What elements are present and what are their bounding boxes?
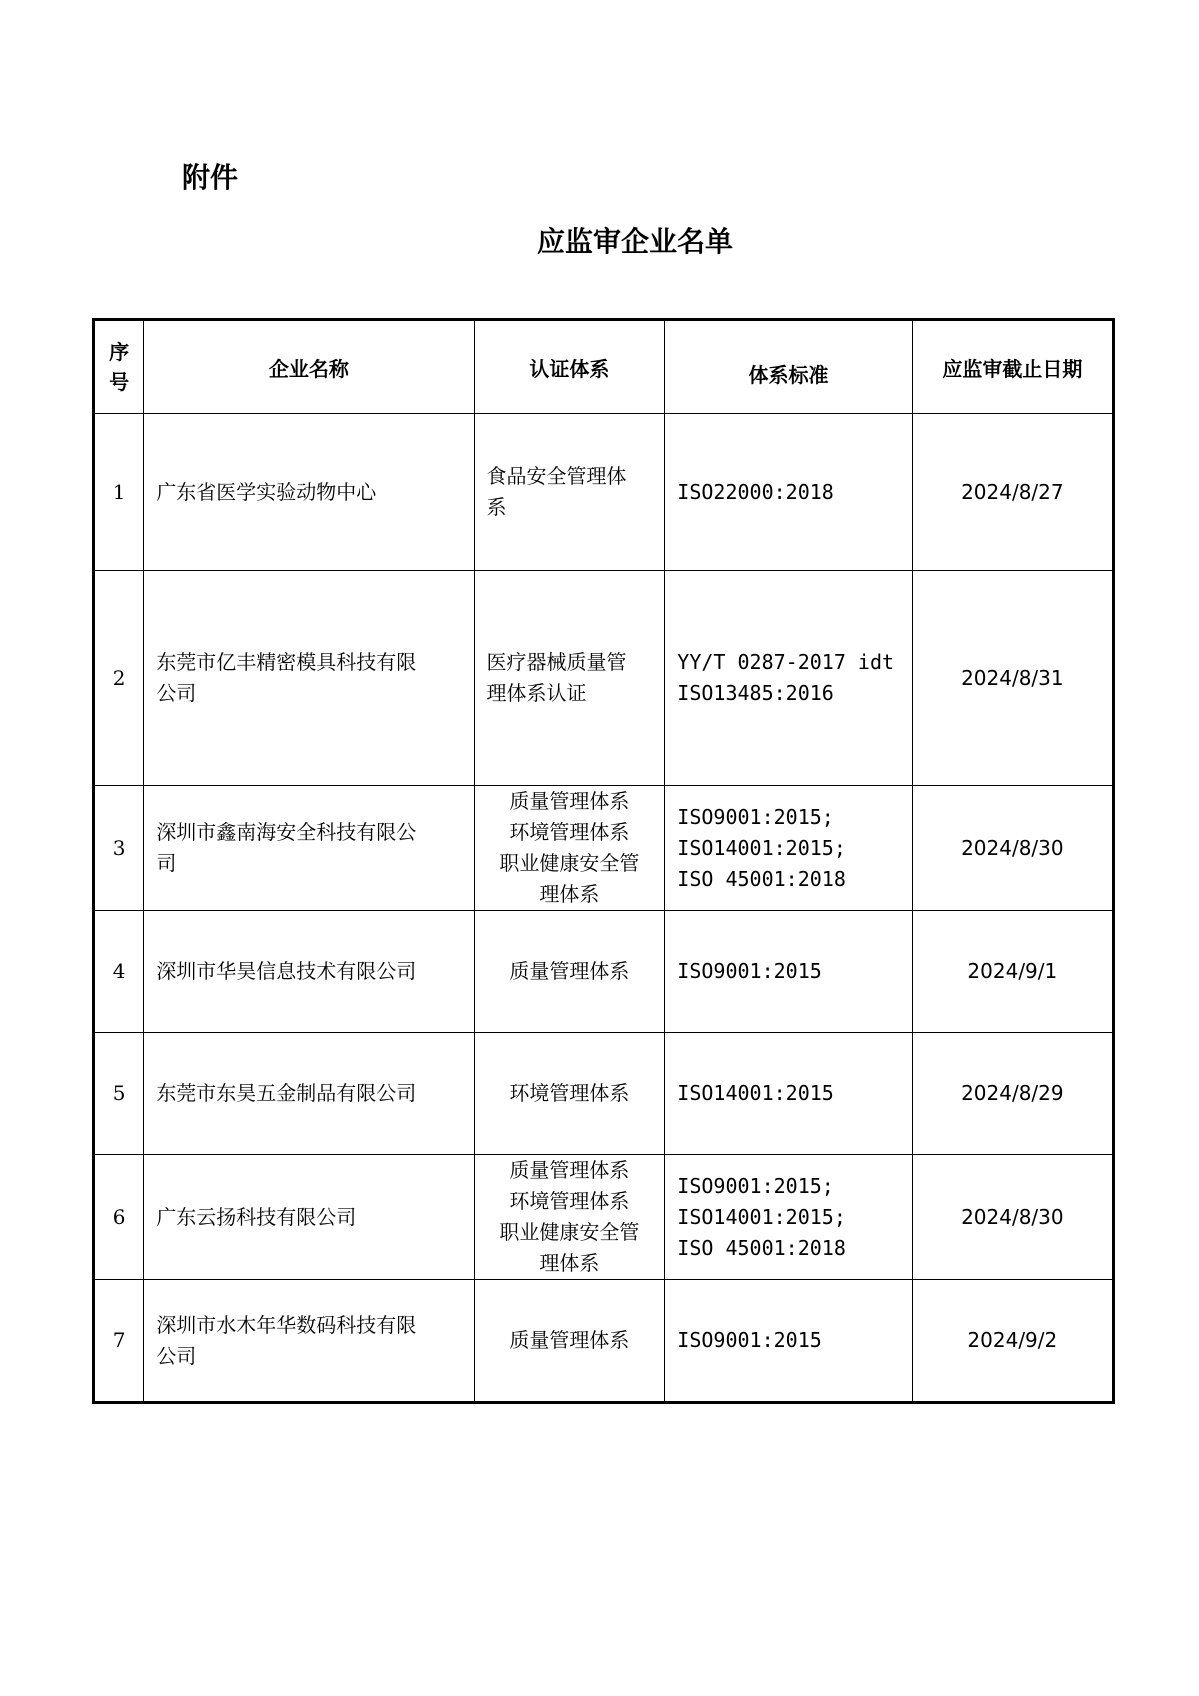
row-deadline: 2024/8/30 [912, 786, 1113, 911]
row-standard [665, 1280, 912, 1403]
row-company [144, 911, 474, 1033]
cert-line: 环境管理体系 [509, 820, 630, 844]
cert-line: 理体系 [539, 1251, 600, 1275]
row-cert-system [474, 1155, 665, 1280]
standard-line: YY/T 0287-2017 idt [677, 650, 895, 674]
row-seq: 2 [94, 571, 144, 786]
company-line: 公司 [156, 681, 197, 705]
row-deadline: 2024/8/31 [912, 571, 1113, 786]
standard-line: ISO9001:2015 [677, 1328, 822, 1352]
table-row [94, 414, 1114, 571]
cert-line: 食品安全管理体 [486, 464, 627, 488]
company-roster-table [92, 318, 1115, 1404]
row-deadline: 2024/8/30 [912, 1155, 1113, 1280]
company-line: 东莞市东昊五金制品有限公司 [156, 1081, 417, 1105]
cert-line: 质量管理体系 [509, 1328, 630, 1352]
standard-line: ISO13485:2016 [677, 681, 834, 705]
row-cert-system [474, 571, 665, 786]
company-line: 广东省医学实验动物中心 [156, 479, 377, 504]
header-seq-line-2: 号 [109, 370, 130, 394]
cert-line: 职业健康安全管 [499, 1220, 640, 1244]
standard-line: ISO9001:2015; [677, 1173, 834, 1198]
row-cert-system [474, 786, 665, 911]
row-standard [665, 1033, 912, 1155]
cert-line: 医疗器械质量管 [486, 650, 627, 674]
table-row [94, 571, 1114, 786]
cert-line: 理体系认证 [486, 681, 587, 705]
standard-line: ISO14001:2015; [677, 835, 846, 860]
row-company [144, 1280, 474, 1403]
row-cert-system [474, 1280, 665, 1403]
row-deadline: 2024/9/1 [912, 911, 1113, 1033]
row-company [144, 786, 474, 911]
table-row [94, 786, 1114, 911]
row-seq: 5 [94, 1033, 144, 1155]
standard-line: ISO22000:2018 [677, 479, 834, 504]
table-row [94, 1155, 1114, 1280]
document-title: 应监审企业名单 [536, 225, 733, 258]
row-deadline: 2024/9/2 [912, 1280, 1113, 1403]
company-line: 东莞市亿丰精密模具科技有限 [156, 650, 417, 674]
header-deadline: 应监审截止日期 [912, 320, 1113, 414]
company-line: 深圳市华昊信息技术有限公司 [156, 959, 417, 983]
row-standard [665, 571, 912, 786]
row-seq: 3 [94, 786, 144, 911]
row-company [144, 1155, 474, 1280]
standard-line: ISO 45001:2018 [677, 1235, 846, 1260]
header-cert-system: 认证体系 [474, 320, 665, 414]
table-row [94, 1280, 1114, 1403]
standard-line: ISO14001:2015; [677, 1204, 846, 1229]
row-company [144, 414, 474, 571]
attachment-label: 附件 [182, 161, 239, 194]
cert-line: 质量管理体系 [509, 789, 630, 813]
company-line: 广东云扬科技有限公司 [156, 1204, 357, 1229]
row-company [144, 1033, 474, 1155]
row-cert-system [474, 911, 665, 1033]
company-line: 公司 [156, 1343, 197, 1368]
standard-line: ISO14001:2015 [677, 1081, 834, 1105]
row-standard [665, 911, 912, 1033]
row-standard [665, 414, 912, 571]
cert-line: 质量管理体系 [509, 1158, 630, 1182]
header-seq-line-1: 序 [109, 340, 130, 364]
row-standard [665, 786, 912, 911]
table-row [94, 911, 1114, 1033]
row-cert-system [474, 414, 665, 571]
row-seq: 4 [94, 911, 144, 1033]
header-standard: 体系标准 [665, 320, 912, 414]
cert-line: 职业健康安全管 [499, 851, 640, 875]
company-line: 深圳市鑫南海安全科技有限公 [156, 820, 417, 844]
company-line: 深圳市水木年华数码科技有限 [156, 1312, 417, 1337]
table-row [94, 1033, 1114, 1155]
cert-line: 环境管理体系 [509, 1189, 630, 1213]
cert-line: 理体系 [539, 882, 600, 906]
standard-line: ISO 45001:2018 [677, 866, 846, 891]
cert-line: 系 [486, 495, 507, 519]
row-seq: 1 [94, 414, 144, 571]
row-seq: 7 [94, 1280, 144, 1403]
cert-line: 环境管理体系 [509, 1081, 630, 1105]
row-seq: 6 [94, 1155, 144, 1280]
row-deadline: 2024/8/27 [912, 414, 1113, 571]
header-seq [94, 320, 144, 414]
standard-line: ISO9001:2015 [677, 959, 822, 983]
company-line: 司 [156, 851, 177, 875]
table-header-row [94, 320, 1114, 414]
row-company [144, 571, 474, 786]
row-standard [665, 1155, 912, 1280]
row-cert-system [474, 1033, 665, 1155]
row-deadline: 2024/8/29 [912, 1033, 1113, 1155]
standard-line: ISO9001:2015; [677, 804, 834, 829]
header-company: 企业名称 [144, 320, 474, 414]
cert-line: 质量管理体系 [509, 959, 630, 983]
